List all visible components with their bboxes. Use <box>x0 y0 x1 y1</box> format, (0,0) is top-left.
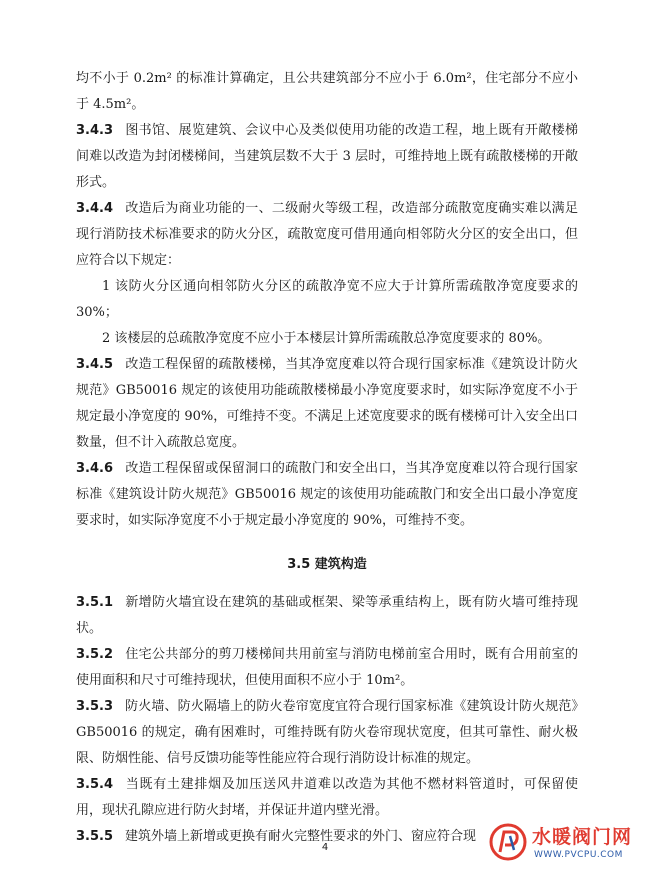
clause-text: 当既有土建排烟及加压送风井道难以改造为其他不燃材料管道时，可保留使用，现状孔隙应进行防火封堵，并保证井道内壁光滑。 <box>76 777 578 818</box>
watermark <box>488 820 648 868</box>
clause-3-4-3 <box>76 118 578 196</box>
watermark-title: 水暖阀门网 <box>532 826 633 848</box>
clause-3-5-2 <box>76 642 578 694</box>
clause-text: 防火墙、防火隔墙上的防火卷帘宽度宜符合现行国家标准《建筑设计防火规范》GB50016 的规定，确有困难时，可维持既有防火卷帘现状宽度，但其可靠性、耐火极限、防烟性能、信号反馈功能等性能应符合现行消防设计标准的规定。 <box>76 699 578 766</box>
clause-3-5-1 <box>76 590 578 642</box>
clause-number: 3.4.6 <box>76 461 114 476</box>
clause-3-4-5 <box>76 352 578 456</box>
clause-text: 改造工程保留或保留洞口的疏散门和安全出口，当其净宽度难以符合现行国家标准《建筑设计防火规范》GB50016 规定的该使用功能疏散门和安全出口最小净宽度要求时，如实际净宽度不小于规定最小净宽度的 90%，可维持不变。 <box>76 461 578 528</box>
clause-text: 住宅公共部分的剪刀楼梯间共用前室与消防电梯前室合用时，既有合用前室的使用面积和尺寸可维持现状，但使用面积不应小于 10m²。 <box>76 647 578 688</box>
clause-number: 3.4.4 <box>76 201 114 216</box>
paragraph <box>76 66 578 118</box>
clause-number: 3.5.1 <box>76 595 114 610</box>
clause-number: 3.5.4 <box>76 777 114 792</box>
clause-text: 2 该楼层的总疏散净宽度不应小于本楼层计算所需疏散总净宽度要求的 80%。 <box>102 331 551 346</box>
clause-number: 3.4.3 <box>76 123 114 138</box>
clause-3-5-4 <box>76 772 578 824</box>
document-body <box>76 66 578 850</box>
clause-3-5-3 <box>76 694 578 772</box>
paragraph-group-3-4 <box>76 66 578 534</box>
clause-text: 建筑外墙上新增或更换有耐火完整性要求的外门、窗应符合现 <box>125 829 477 844</box>
clause-text: 改造工程保留的疏散楼梯，当其净宽度难以符合现行国家标准《建筑设计防火规范》GB50016 规定的该使用功能疏散楼梯最小净宽度要求时，如实际净宽度不小于规定最小净宽度的 90%，可维持不变。不满足上述宽度要求的既有楼梯可计入安全出口数量，但不计入疏散总宽度。 <box>76 357 578 450</box>
clause-text: 图书馆、展览建筑、会议中心及类似使用功能的改造工程，地上既有开敞楼梯间难以改造为封闭楼梯间，当建筑层数不大于 3 层时，可维持地上既有疏散楼梯的开敞形式。 <box>76 123 578 190</box>
list-item <box>76 326 578 352</box>
pv-logo-icon <box>488 822 528 862</box>
page-number: 4 <box>321 842 329 853</box>
clause-number: 3.5.3 <box>76 699 114 714</box>
clause-text: 均不小于 0.2m² 的标准计算确定，且公共建筑部分不应小于 6.0m²，住宅部分不应小于 4.5m²。 <box>76 71 578 112</box>
clause-number: 3.4.5 <box>76 357 114 372</box>
watermark-url: WWW.PVCPU.COM <box>534 850 623 860</box>
paragraph-group-3-5 <box>76 590 578 850</box>
clause-text: 新增防火墙宜设在建筑的基础或框架、梁等承重结构上，既有防火墙可维持现状。 <box>76 595 578 636</box>
list-item <box>76 274 578 326</box>
section-title: 3.5 建筑构造 <box>287 557 367 572</box>
clause-text: 改造后为商业功能的一、二级耐火等级工程，改造部分疏散宽度确实难以满足现行消防技术标准要求的防火分区，疏散宽度可借用通向相邻防火分区的安全出口，但应符合以下规定： <box>76 201 578 268</box>
clause-3-4-4 <box>76 196 578 274</box>
clause-number: 3.5.5 <box>76 829 114 844</box>
clause-3-4-6 <box>76 456 578 534</box>
clause-number: 3.5.2 <box>76 647 114 662</box>
clause-text: 1 该防火分区通向相邻防火分区的疏散净宽不应大于计算所需疏散净宽度要求的 30%； <box>76 279 578 320</box>
